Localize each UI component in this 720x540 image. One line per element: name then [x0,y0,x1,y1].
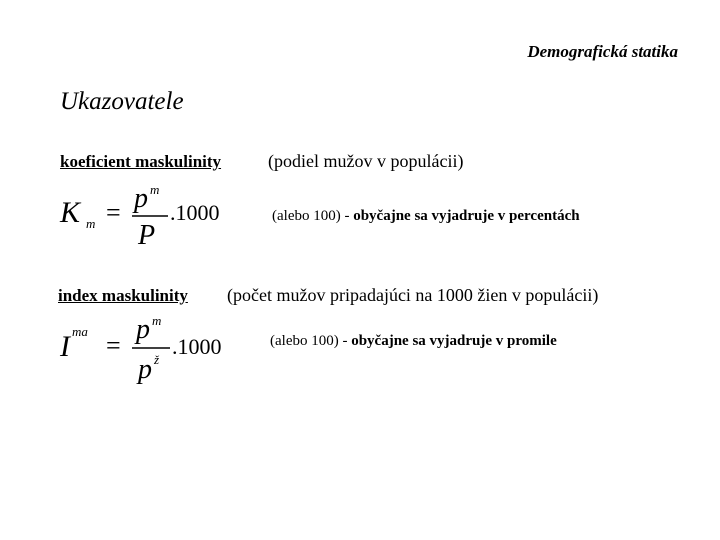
formula-lhs: I [60,330,70,363]
formula-denominator: P [138,220,156,250]
formula-lhs-sub: m [86,216,96,231]
formula-factor: .1000 [170,200,220,225]
svg-text:=: = [106,331,121,360]
term-koeficient-maskulinity: koeficient maskulinity [60,152,222,171]
header-title: Demografická statika [527,42,678,61]
svg-text:=: = [106,198,121,227]
formula-index-maskulinity [58,310,248,391]
formula-denominator-sup: ž [154,352,160,367]
formula-numerator-sup: m [152,313,162,328]
formula-factor: .1000 [172,334,222,359]
formula-lhs-sup: ma [72,324,88,339]
description-index-maskulinity: (počet mužov pripadajúci na 1000 žien v populácii) [227,285,599,305]
note-koeficient-maskulinity: (alebo 100) - obyčajne sa vyjadruje v percentách [272,208,580,224]
description-koeficient-maskulinity: (podiel mužov v populácii) [268,151,464,171]
formula-numerator: p [134,183,148,214]
section-title: Ukazovatele [60,88,184,115]
term-index-maskulinity: index maskulinity [58,286,188,305]
formula-numerator-sup: m [150,182,160,197]
formula-numerator: p [136,314,150,345]
formula-lhs: K [60,196,81,229]
formula-denominator: p [138,354,152,385]
note-index-maskulinity: (alebo 100) - obyčajne sa vyjadruje v promile [270,333,557,349]
formula-koeficient-maskulinity [58,180,248,255]
